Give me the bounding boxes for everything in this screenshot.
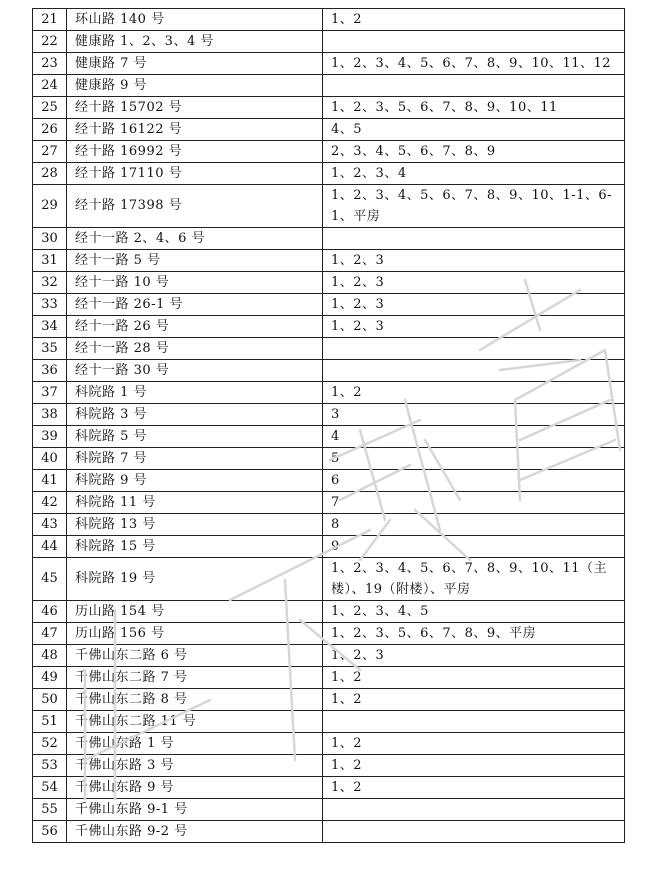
table-row (33, 185, 625, 228)
row-buildings-cell: 1、2、3、5、6、7、8、9、平房 (323, 623, 625, 645)
row-number-cell: 55 (33, 799, 67, 821)
row-buildings-cell: 9 (323, 536, 625, 558)
row-address-cell: 千佛山东路 9-2 号 (67, 821, 323, 843)
row-number-cell: 34 (33, 316, 67, 338)
table-row (33, 645, 625, 667)
table-row (33, 601, 625, 623)
row-address-cell: 经十一路 26 号 (67, 316, 323, 338)
table-row (33, 316, 625, 338)
row-number-cell: 26 (33, 119, 67, 141)
table-row (33, 31, 625, 53)
row-address-cell: 千佛山东路 1 号 (67, 733, 323, 755)
row-buildings-cell: 1、2、3、4 (323, 163, 625, 185)
row-buildings-cell: 6 (323, 470, 625, 492)
row-address-cell: 科院路 15 号 (67, 536, 323, 558)
row-address-cell: 科院路 11 号 (67, 492, 323, 514)
table-row (33, 689, 625, 711)
row-number-cell: 37 (33, 382, 67, 404)
row-buildings-cell: 1、2、3 (323, 250, 625, 272)
table-row (33, 360, 625, 382)
row-number-cell: 44 (33, 536, 67, 558)
row-number-cell: 32 (33, 272, 67, 294)
row-buildings-cell: 1、2、3、5、6、7、8、9、10、11 (323, 97, 625, 119)
row-number-cell: 49 (33, 667, 67, 689)
row-address-cell: 千佛山东二路 6 号 (67, 645, 323, 667)
row-number-cell: 27 (33, 141, 67, 163)
table-row (33, 514, 625, 536)
row-number-cell: 41 (33, 470, 67, 492)
row-address-cell: 科院路 9 号 (67, 470, 323, 492)
row-number-cell: 42 (33, 492, 67, 514)
row-buildings-cell: 2、3、4、5、6、7、8、9 (323, 141, 625, 163)
row-address-cell: 经十一路 26-1 号 (67, 294, 323, 316)
row-number-cell: 51 (33, 711, 67, 733)
row-buildings-cell: 1、2、3、4、5、6、7、8、9、10、11（主楼）、19（附楼）、平房 (323, 558, 625, 601)
table-row (33, 492, 625, 514)
row-address-cell: 千佛山东路 3 号 (67, 755, 323, 777)
row-buildings-cell: 1、2、3 (323, 316, 625, 338)
row-number-cell: 38 (33, 404, 67, 426)
row-address-cell: 经十一路 10 号 (67, 272, 323, 294)
row-address-cell: 千佛山东二路 7 号 (67, 667, 323, 689)
row-buildings-cell: 4 (323, 426, 625, 448)
row-address-cell: 经十路 17110 号 (67, 163, 323, 185)
row-buildings-cell: 1、2 (323, 689, 625, 711)
table-row (33, 711, 625, 733)
row-number-cell: 54 (33, 777, 67, 799)
row-number-cell: 30 (33, 228, 67, 250)
row-number-cell: 39 (33, 426, 67, 448)
row-buildings-cell (323, 821, 625, 843)
row-address-cell: 经十一路 5 号 (67, 250, 323, 272)
row-number-cell: 56 (33, 821, 67, 843)
row-number-cell: 52 (33, 733, 67, 755)
table-row (33, 426, 625, 448)
table-row (33, 755, 625, 777)
row-buildings-cell: 1、2 (323, 9, 625, 31)
table-row (33, 777, 625, 799)
row-buildings-cell: 7 (323, 492, 625, 514)
row-number-cell: 24 (33, 75, 67, 97)
row-buildings-cell: 3 (323, 404, 625, 426)
row-number-cell: 22 (33, 31, 67, 53)
row-address-cell: 经十路 15702 号 (67, 97, 323, 119)
row-buildings-cell: 4、5 (323, 119, 625, 141)
table-row (33, 272, 625, 294)
table-row (33, 382, 625, 404)
table-row (33, 97, 625, 119)
table-row (33, 536, 625, 558)
table-row (33, 75, 625, 97)
row-address-cell: 经十一路 28 号 (67, 338, 323, 360)
row-address-cell: 科院路 1 号 (67, 382, 323, 404)
row-address-cell: 环山路 140 号 (67, 9, 323, 31)
row-address-cell: 科院路 7 号 (67, 448, 323, 470)
row-buildings-cell: 1、2 (323, 733, 625, 755)
row-buildings-cell: 5 (323, 448, 625, 470)
row-address-cell: 健康路 7 号 (67, 53, 323, 75)
row-number-cell: 48 (33, 645, 67, 667)
row-number-cell: 35 (33, 338, 67, 360)
row-buildings-cell: 1、2、3、4、5、6、7、8、9、10、1-1、6-1、平房 (323, 185, 625, 228)
table-row (33, 294, 625, 316)
row-number-cell: 47 (33, 623, 67, 645)
row-buildings-cell: 1、2、3、4、5 (323, 601, 625, 623)
table-row (33, 558, 625, 601)
row-buildings-cell: 1、2 (323, 777, 625, 799)
row-buildings-cell: 1、2 (323, 667, 625, 689)
row-number-cell: 53 (33, 755, 67, 777)
row-address-cell: 科院路 19 号 (67, 558, 323, 601)
row-buildings-cell (323, 360, 625, 382)
row-buildings-cell: 8 (323, 514, 625, 536)
row-buildings-cell: 1、2、3 (323, 272, 625, 294)
row-buildings-cell: 1、2 (323, 755, 625, 777)
row-number-cell: 40 (33, 448, 67, 470)
address-table (32, 8, 625, 843)
row-address-cell: 经十路 16122 号 (67, 119, 323, 141)
row-address-cell: 千佛山东二路 8 号 (67, 689, 323, 711)
row-buildings-cell: 1、2、3、4、5、6、7、8、9、10、11、12 (323, 53, 625, 75)
table-row (33, 228, 625, 250)
table-row (33, 141, 625, 163)
row-number-cell: 29 (33, 185, 67, 228)
row-address-cell: 经十路 16992 号 (67, 141, 323, 163)
row-number-cell: 43 (33, 514, 67, 536)
row-address-cell: 科院路 13 号 (67, 514, 323, 536)
table-row (33, 53, 625, 75)
row-buildings-cell: 1、2、3 (323, 294, 625, 316)
row-number-cell: 36 (33, 360, 67, 382)
row-number-cell: 31 (33, 250, 67, 272)
row-address-cell: 经十一路 30 号 (67, 360, 323, 382)
row-number-cell: 21 (33, 9, 67, 31)
row-number-cell: 50 (33, 689, 67, 711)
row-address-cell: 历山路 154 号 (67, 601, 323, 623)
table-row (33, 338, 625, 360)
table-row (33, 470, 625, 492)
row-number-cell: 45 (33, 558, 67, 601)
table-row (33, 119, 625, 141)
row-buildings-cell (323, 799, 625, 821)
row-number-cell: 33 (33, 294, 67, 316)
table-row (33, 404, 625, 426)
row-address-cell: 千佛山东二路 11 号 (67, 711, 323, 733)
table-row (33, 623, 625, 645)
row-buildings-cell: 1、2、3 (323, 645, 625, 667)
table-row (33, 9, 625, 31)
table-row (33, 799, 625, 821)
row-buildings-cell (323, 31, 625, 53)
row-number-cell: 46 (33, 601, 67, 623)
row-number-cell: 25 (33, 97, 67, 119)
address-table-body (33, 9, 625, 843)
row-address-cell: 经十一路 2、4、6 号 (67, 228, 323, 250)
table-row (33, 250, 625, 272)
row-address-cell: 科院路 5 号 (67, 426, 323, 448)
table-row (33, 163, 625, 185)
row-address-cell: 科院路 3 号 (67, 404, 323, 426)
row-address-cell: 健康路 9 号 (67, 75, 323, 97)
row-address-cell: 健康路 1、2、3、4 号 (67, 31, 323, 53)
row-address-cell: 历山路 156 号 (67, 623, 323, 645)
row-address-cell: 千佛山东路 9 号 (67, 777, 323, 799)
row-buildings-cell (323, 228, 625, 250)
row-buildings-cell (323, 75, 625, 97)
row-buildings-cell: 1、2 (323, 382, 625, 404)
row-number-cell: 28 (33, 163, 67, 185)
table-row (33, 821, 625, 843)
row-number-cell: 23 (33, 53, 67, 75)
table-row (33, 667, 625, 689)
row-buildings-cell (323, 338, 625, 360)
table-row (33, 448, 625, 470)
row-address-cell: 千佛山东路 9-1 号 (67, 799, 323, 821)
row-buildings-cell (323, 711, 625, 733)
row-address-cell: 经十路 17398 号 (67, 185, 323, 228)
table-row (33, 733, 625, 755)
